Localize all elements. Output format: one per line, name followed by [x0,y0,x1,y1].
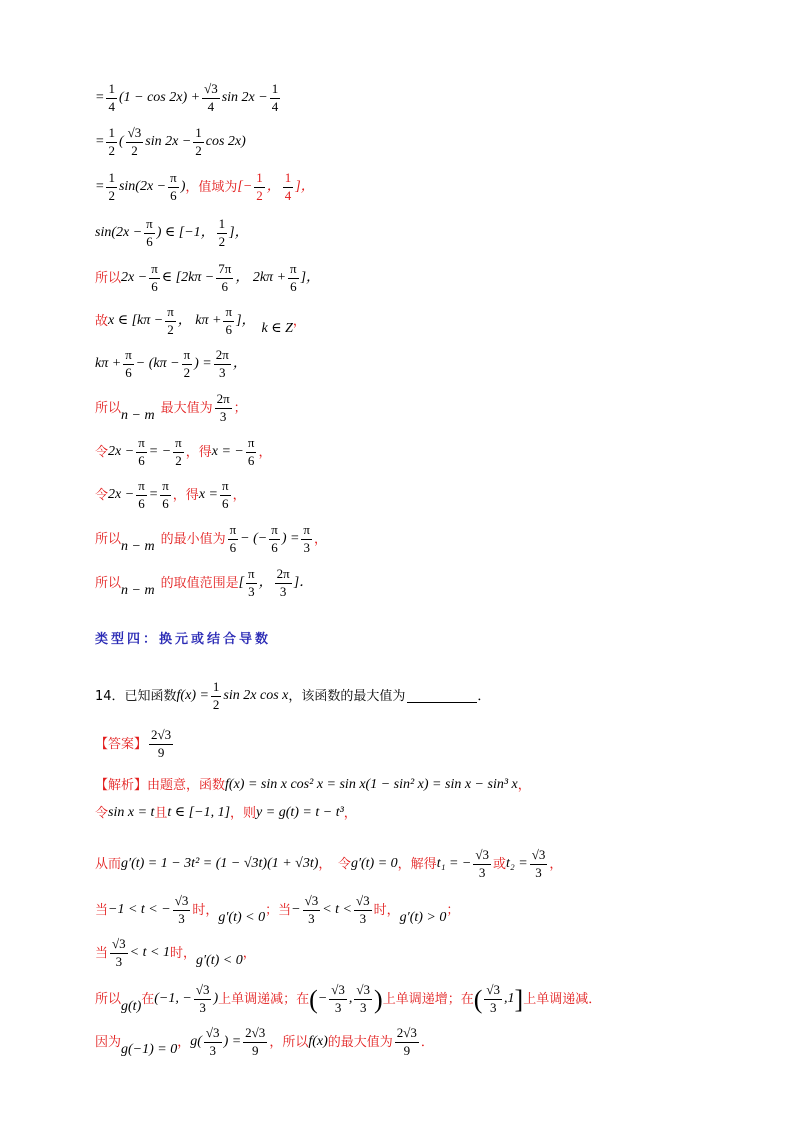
fraction: $\frac{\pi}{2}$ [175,435,182,468]
fraction: $\frac{\pi}{6}$ [290,261,297,294]
fraction: $\frac{\pi}{3}$ [248,566,255,599]
fraction: $\frac{\pi}{6}$ [138,435,145,468]
math: (1 − cos 2x) + [118,90,201,106]
derivation-line-1 [95,82,282,115]
derivation-line-3: = $\frac{1}{2}$ sin(2x − $\frac{\pi}{6}$ ) ，值域为 [− $\frac{1}{2}$ ， $\frac{1}{4}$ ]， [95,170,315,203]
fraction: $\frac{\pi}{6}$ [151,261,158,294]
solution-line-5: 当 $\frac{√3}{3}$ < t < 1 时， g′(t) < 0 ， [95,936,256,969]
fraction: $\frac{√3}{3}$ [174,893,189,926]
fraction: $\frac{1}{2}$ [195,125,202,158]
derivation-line-12: 所以 n − m 的取值范围是 [ $\frac{\pi}{3}$ ， $\frac{2\pi}{3}$ ]． [95,566,314,599]
fraction: $\frac{1}{2}$ [256,170,263,203]
solution-line-1: 【解析】 由题意，函数 f(x) = sin x cos² x = sin x(1 − sin² x) = sin x − sin³ x ， [95,777,531,793]
answer-blank [407,690,477,703]
fraction: $\frac{√3}{3}$ [304,893,319,926]
fraction: $\frac{2√3}{9}$ [396,1025,417,1058]
fraction: $\frac{\pi}{6}$ [271,522,278,555]
solution-line-3: 从而 g′(t) = 1 − 3t² = (1 − √3t)(1 + √3t) ， 令 g′(t) = 0 ，解得 t₁ = − $\frac{√3}{3}$ 或 t₂ = $\frac{√3}{3}$ ， [95,847,563,880]
math: = [95,90,105,106]
derivation-line-7: kπ + $\frac{\pi}{6}$ − (kπ − $\frac{\pi}{2}$ ) = $\frac{2\pi}{3}$ ， [95,347,247,380]
fraction: $\frac{√3}{3}$ [356,982,371,1015]
fraction: $\frac{√3}{3}$ [205,1025,220,1058]
math: sin 2x − [221,90,268,106]
fraction: $\frac{1}{2}$ [218,216,226,249]
derivation-line-6: 故 x ∈ [kπ − $\frac{\pi}{2}$ ， kπ + $\frac{\pi}{6}$ ]， k ∈ Z ， [95,304,306,337]
fraction: $\frac{\pi}{3}$ [303,522,310,555]
solution-line-2: 令 sin x = t 且 t ∈ [−1, 1] ，则 y = g(t) = t − t³ ， [95,805,357,821]
fraction: $\frac{√3}{3}$ [475,847,489,880]
fraction: $\frac{\pi}{6}$ [229,522,237,555]
fraction: $\frac{\pi}{6}$ [170,170,177,203]
fraction: $\frac{√3}{3}$ [531,847,546,880]
section-heading: 类型四：换元或结合导数 [95,632,272,647]
fraction: $\frac{1}{2}$ [108,125,115,158]
fraction: $\frac{\pi}{6}$ [138,478,145,511]
fraction: $\frac{√3}{4}$ [204,81,218,114]
fraction: $\frac{\pi}{2}$ [183,347,191,380]
solution-line-6: 所以 g(t) 在 (−1, − $\frac{√3}{3}$ ) 上单调递减；在 ( − $\frac{√3}{3}$ , $\frac{√3}{3}$ ) 上单调递增；在 ( $\frac{√3}{3}$ ,1 ] 上单调递减． [95,982,602,1015]
fraction: $\frac{7\pi}{6}$ [218,261,232,294]
fraction: $\frac{\pi}{6}$ [247,435,255,468]
fraction: $\frac{2√3}{9}$ [151,727,172,760]
fraction: $\frac{\pi}{6}$ [125,347,132,380]
fraction: $\frac{1}{2}$ [212,679,220,712]
solution-line-4: 当 −1 < t < − $\frac{√3}{3}$ 时， g′(t) < 0 ；当 − $\frac{√3}{3}$ < t < $\frac{√3}{3}$ 时， g′(t) > 0 ； [95,893,460,926]
fraction: $\frac{√3}{2}$ [127,125,142,158]
fraction: $\frac{√3}{3}$ [356,893,370,926]
fraction: $\frac{1}{4}$ [108,81,115,114]
fraction: $\frac{\pi}{6}$ [221,478,229,511]
derivation-line-8: 所以 n − m 最大值为 $\frac{2\pi}{3}$ ； [95,391,247,424]
derivation-line-11: 所以 n − m 的最小值为 $\frac{\pi}{6}$ − (− $\frac{\pi}{6}$ ) = $\frac{\pi}{3}$ ， [95,522,328,555]
fraction: $\frac{1}{4}$ [271,81,279,114]
fraction: $\frac{\pi}{2}$ [167,304,174,337]
fraction: $\frac{2\pi}{3}$ [216,391,230,424]
fraction: $\frac{√3}{3}$ [486,982,501,1015]
fraction: $\frac{\pi}{6}$ [146,216,153,249]
fraction: $\frac{1}{4}$ [284,170,292,203]
fraction: $\frac{2\pi}{3}$ [215,347,229,380]
derivation-line-2: = $\frac{1}{2}$ ( $\frac{√3}{2}$ sin 2x − $\frac{1}{2}$ cos 2x) [95,125,246,158]
fraction: $\frac{1}{2}$ [108,170,115,203]
answer-line [95,728,175,761]
fraction: $\frac{2\pi}{3}$ [276,566,290,599]
solution-line-7: 因为 g(−1) = 0 ， g( $\frac{√3}{3}$ ) = $\frac{2√3}{9}$ ，所以 f(x) 的最大值为 $\frac{2√3}{9}$ ． [95,1025,434,1058]
derivation-line-4: sin(2x − $\frac{\pi}{6}$ ) ∈ [−1， $\frac{1}{2}$ ]， [95,216,249,249]
fraction: $\frac{2√3}{9}$ [245,1025,266,1058]
fraction: $\frac{\pi}{6}$ [225,304,233,337]
derivation-line-5: 所以 2x − $\frac{\pi}{6}$ ∈ [2kπ − $\frac{7\pi}{6}$ ， 2kπ + $\frac{\pi}{6}$ ]， [95,261,321,294]
derivation-line-10: 令 2x − $\frac{\pi}{6}$ = $\frac{\pi}{6}$ ，得 x = $\frac{\pi}{6}$ ， [95,478,246,511]
fraction: $\frac{√3}{3}$ [331,982,345,1015]
fraction: $\frac{\pi}{6}$ [162,478,169,511]
question-14: 14．已知函数 f(x) = $\frac{1}{2}$ sin 2x cos x ，该函数的最大值为 ． [95,679,491,712]
fraction: $\frac{√3}{3}$ [195,982,210,1015]
fraction: $\frac{√3}{3}$ [112,936,126,969]
answer-label: 【答案】 [95,736,148,752]
derivation-line-9: 令 2x − $\frac{\pi}{6}$ = − $\frac{\pi}{2}$ ，得 x = − $\frac{\pi}{6}$ ， [95,435,272,468]
analysis-label: 【解析】 [95,777,148,793]
